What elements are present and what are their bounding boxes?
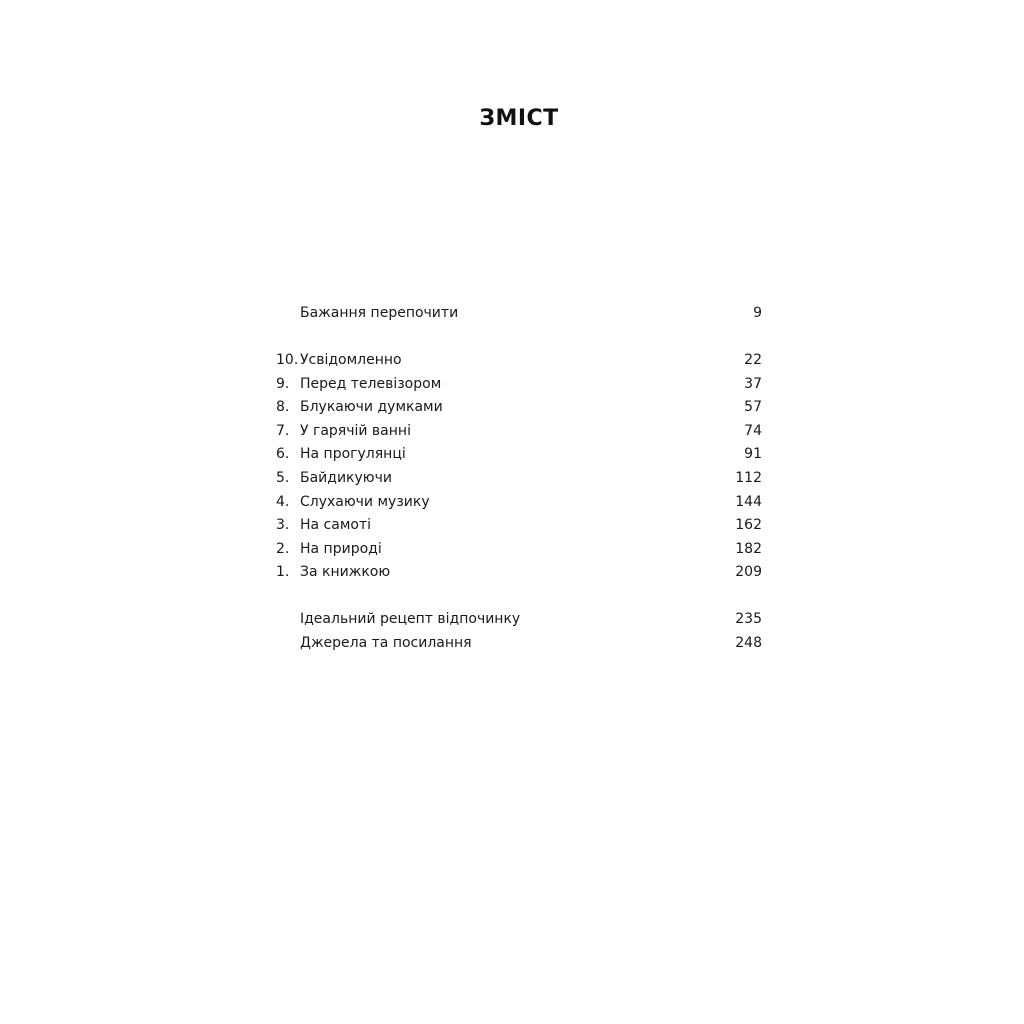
toc-entry-title: Усвідомленно (300, 351, 402, 368)
toc-entry-page: 91 (744, 446, 762, 463)
toc-entry-number: 2. (276, 540, 290, 557)
toc-entry-number: 10. (276, 351, 299, 368)
toc-entry (276, 349, 762, 373)
toc-entry-title: Байдикуючи (300, 469, 392, 486)
toc-entry (276, 514, 762, 538)
toc-entry (276, 373, 762, 397)
toc-outro-group (276, 608, 762, 655)
toc-entry-title: На прогулянці (300, 446, 406, 463)
toc-entry-page: 182 (735, 540, 762, 557)
toc-entry-title: Слухаючи музику (300, 493, 430, 510)
toc-entry-number: 8. (276, 399, 290, 416)
toc-entry-number: 7. (276, 422, 290, 439)
toc-entry-number: 3. (276, 517, 290, 534)
toc-entry-title: На природі (300, 540, 382, 557)
toc-entry (276, 302, 762, 326)
toc-entry (276, 467, 762, 491)
toc-entry (276, 608, 762, 632)
toc-entry-page: 209 (735, 564, 762, 581)
toc-entry-page: 248 (735, 634, 762, 651)
toc-entry (276, 420, 762, 444)
toc-entry-page: 144 (735, 493, 762, 510)
toc-intro-group (276, 302, 762, 326)
toc-entry-number: 9. (276, 375, 290, 392)
toc-entry-title: Джерела та посилання (300, 634, 472, 651)
table-of-contents (276, 302, 762, 656)
toc-entry-number: 5. (276, 469, 290, 486)
toc-entry-page: 74 (744, 422, 762, 439)
page-title: ЗМІСТ (479, 106, 559, 131)
toc-entry (276, 443, 762, 467)
toc-spacer (276, 585, 762, 608)
toc-entry-number: 4. (276, 493, 290, 510)
toc-entry-title: За книжкою (300, 564, 391, 581)
toc-entry (276, 538, 762, 562)
toc-entry-page: 235 (735, 611, 762, 628)
toc-entry-page: 22 (744, 351, 762, 368)
toc-entry-page: 162 (735, 517, 762, 534)
toc-entry-number: 6. (276, 446, 290, 463)
toc-entry-title: Блукаючи думками (300, 399, 443, 416)
toc-entry-page: 9 (753, 305, 762, 321)
toc-entry-title: На самоті (300, 517, 372, 534)
toc-entry-title: Ідеальний рецепт відпочинку (300, 611, 521, 628)
toc-entry-title: Перед телевізором (300, 375, 442, 392)
toc-entry-title: У гарячій ванні (300, 422, 411, 439)
toc-entry (276, 561, 762, 585)
toc-entry-number: 1. (276, 564, 290, 581)
toc-entry-page: 37 (744, 375, 762, 392)
toc-entry-page: 112 (735, 469, 762, 486)
toc-entry (276, 491, 762, 515)
toc-entry (276, 632, 762, 656)
toc-entry (276, 396, 762, 420)
toc-spacer (276, 326, 762, 349)
toc-chapters-group (276, 349, 762, 585)
toc-entry-title: Бажання перепочити (300, 305, 459, 321)
toc-entry-page: 57 (744, 399, 762, 416)
